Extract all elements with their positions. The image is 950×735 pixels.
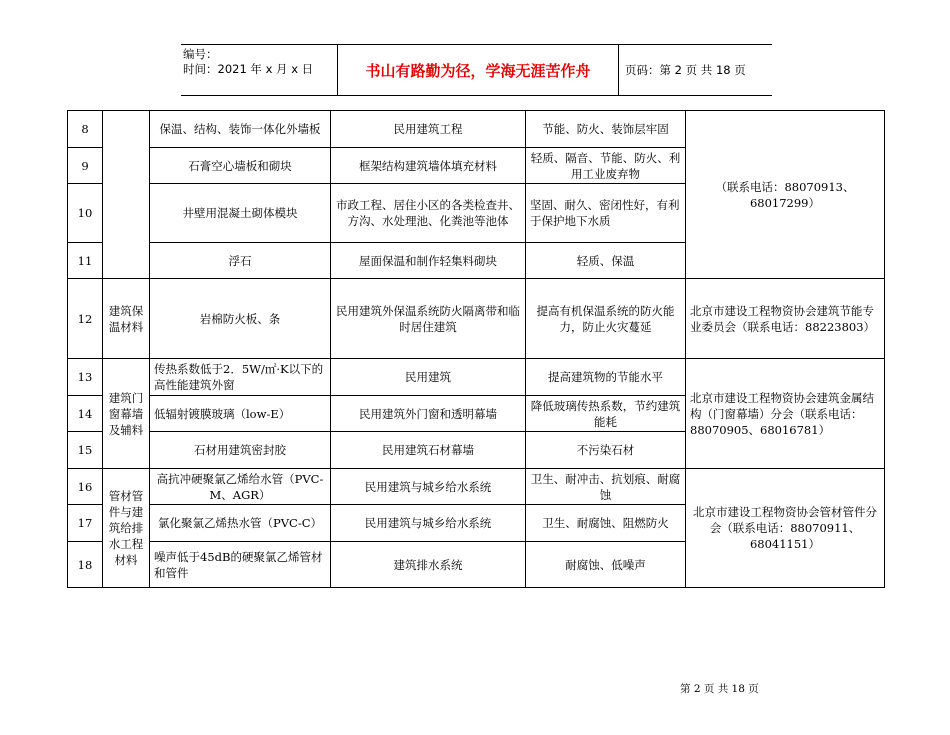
product-feature: 提高建筑物的节能水平 [526,359,686,396]
application-scope: 民用建筑与城乡给水系统 [331,469,526,505]
product-feature: 卫生、耐冲击、抗划痕、耐腐蚀 [526,469,686,505]
application-scope: 民用建筑与城乡给水系统 [331,505,526,542]
product-name: 高抗冲硬聚氯乙烯给水管（PVC-M、AGR） [150,469,331,505]
product-feature: 耐腐蚀、低噪声 [526,542,686,588]
category-windows: 建筑门窗幕墙及辅料 [103,359,150,469]
product-feature: 卫生、耐腐蚀、阻燃防火 [526,505,686,542]
page-footer: 第 2 页 共 18 页 [680,683,759,695]
product-name: 岩棉防火板、条 [150,279,331,359]
header-page-number: 页码：第 2 页 共 18 页 [625,63,746,77]
row-number: 14 [68,396,103,432]
product-name: 浮石 [150,243,331,279]
application-scope: 民用建筑石材幕墙 [331,432,526,469]
header-divider [337,45,338,95]
row-number: 18 [68,542,103,588]
application-scope: 民用建筑 [331,359,526,396]
page-header [181,44,772,96]
doc-time-label: 时间：2021 年 x 月 x 日 [183,62,314,76]
header-divider [618,45,619,95]
application-scope: 框架结构建筑墙体填充材料 [331,148,526,184]
header-meta [183,47,333,77]
contact-info: 北京市建设工程物资协会建筑节能专业委员会（联系电话：88223803） [686,279,885,359]
product-name: 井壁用混凝土砌体模块 [150,184,331,243]
row-number: 16 [68,469,103,505]
product-feature: 不污染石材 [526,432,686,469]
table-row [68,279,885,359]
product-feature: 节能、防火、装饰层牢固 [526,111,686,148]
table-row [68,359,885,396]
category-cell-empty [103,111,150,279]
application-scope: 民用建筑外门窗和透明幕墙 [331,396,526,432]
product-name: 噪声低于45dB的硬聚氯乙烯管材和管件 [150,542,331,588]
product-feature: 坚固、耐久、密闭性好，有利于保护地下水质 [526,184,686,243]
product-feature: 轻质、隔音、节能、防火、利用工业废弃物 [526,148,686,184]
row-number: 11 [68,243,103,279]
contact-info: 北京市建设工程物资协会管材管件分会（联系电话：88070911、68041151） [686,469,885,588]
products-table [67,110,885,588]
row-number: 13 [68,359,103,396]
product-name: 氯化聚氯乙烯热水管（PVC-C） [150,505,331,542]
table-row [68,469,885,505]
product-name: 石材用建筑密封胶 [150,432,331,469]
product-feature: 降低玻璃传热系数，节约建筑能耗 [526,396,686,432]
product-name: 石膏空心墙板和砌块 [150,148,331,184]
product-name: 传热系数低于2．5W/㎡·K以下的高性能建筑外窗 [150,359,331,396]
row-number: 9 [68,148,103,184]
row-number: 15 [68,432,103,469]
application-scope: 屋面保温和制作轻集料砌块 [331,243,526,279]
row-number: 8 [68,111,103,148]
product-name: 低辐射镀膜玻璃（low-E） [150,396,331,432]
application-scope: 民用建筑工程 [331,111,526,148]
row-number: 10 [68,184,103,243]
contact-info: （联系电话：88070913、68017299） [686,111,885,279]
contact-info: 北京市建设工程物资协会建筑金属结构（门窗幕墙）分会（联系电话：88070905、68016781） [686,359,885,469]
row-number: 12 [68,279,103,359]
category-insulation: 建筑保温材料 [103,279,150,359]
table-row [68,111,885,148]
row-number: 17 [68,505,103,542]
application-scope: 民用建筑外保温系统防火隔离带和临时居住建筑 [331,279,526,359]
product-name: 保温、结构、装饰一体化外墙板 [150,111,331,148]
doc-number-label: 编号： [183,47,218,61]
application-scope: 市政工程、居住小区的各类检查井、方沟、水处理池、化粪池等池体 [331,184,526,243]
application-scope: 建筑排水系统 [331,542,526,588]
product-feature: 轻质、保温 [526,243,686,279]
header-motto: 书山有路勤为径，学海无涯苦作舟 [365,61,591,80]
category-pipes: 管材管件与建筑给排水工程材料 [103,469,150,588]
product-feature: 提高有机保温系统的防火能力，防止火灾蔓延 [526,279,686,359]
